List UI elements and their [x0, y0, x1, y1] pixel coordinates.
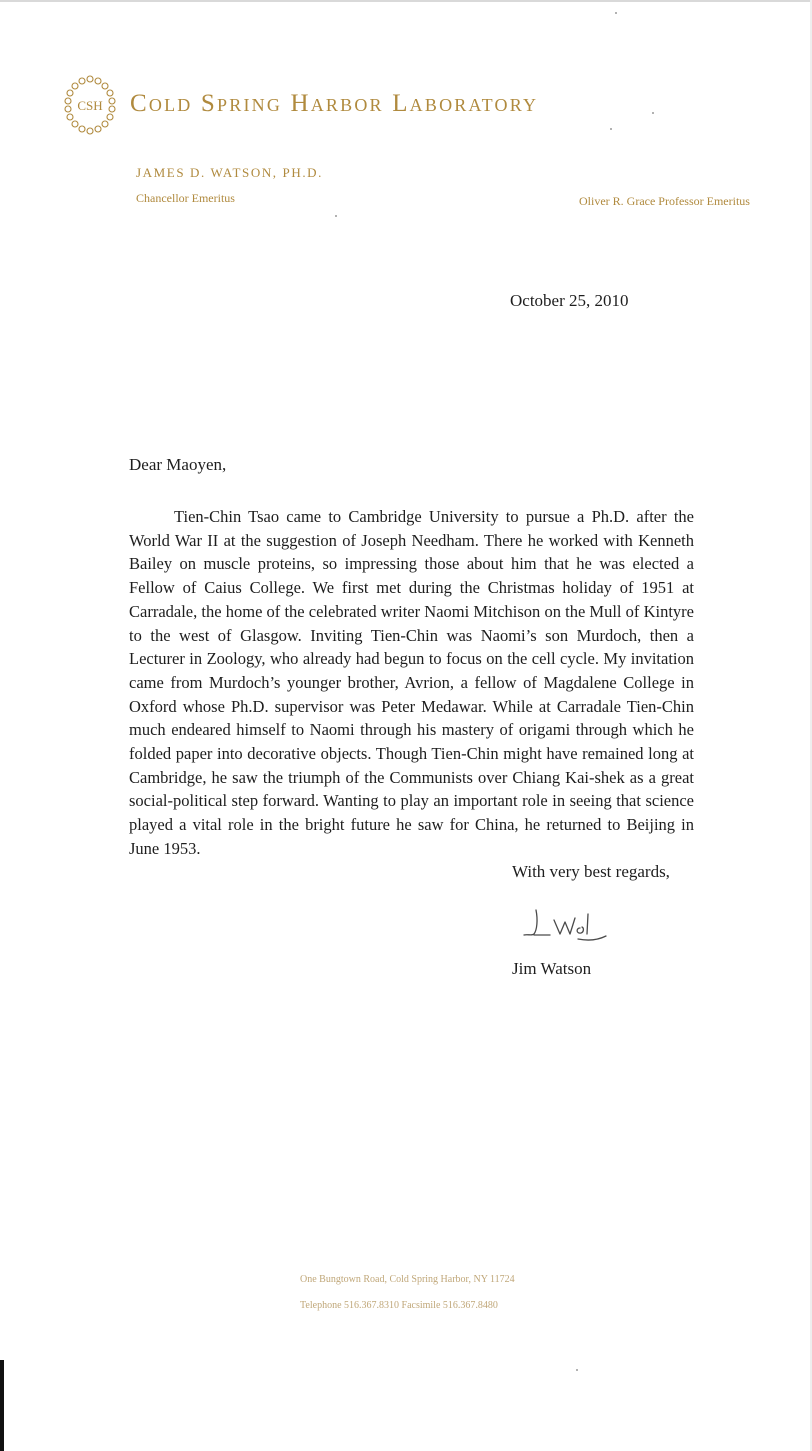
scan-speck [652, 112, 654, 114]
logo-initials: CSH [77, 98, 103, 113]
scan-speck [335, 215, 337, 217]
handwritten-signature [520, 906, 610, 946]
csh-logo [62, 74, 118, 136]
signer-name: Jim Watson [512, 959, 592, 978]
sender-title: Chancellor Emeritus [136, 191, 235, 205]
scan-left-edge [0, 1360, 4, 1451]
scan-speck [576, 1369, 578, 1371]
salutation: Dear Maoyen, [129, 455, 227, 474]
sender-chair: Oliver R. Grace Professor Emeritus [579, 194, 750, 208]
footer-address: One Bungtown Road, Cold Spring Harbor, NY 11724 [300, 1274, 515, 1285]
footer-phone: Telephone 516.367.8310 Facsimile 516.367.8480 [300, 1300, 498, 1311]
scan-speck [610, 128, 612, 130]
letter-body: Tien-Chin Tsao came to Cambridge University to pursue a Ph.D. after the World War II at the suggestion of Joseph Needham. There he worked with Kenneth Bailey on muscle proteins, so impressing those about him that he was elected a Fellow of Caius College. We first met during the Christmas holiday of 1951 at Carradale, the home of the celebrated writer Naomi Mitchison on the Mull of Kintyre to the west of Glasgow. Inviting Tien-Chin was Naomi’s son Murdoch, then a Lecturer in Zoology, who already had begun to focus on the cell cycle. My invitation came from Murdoch’s younger brother, Avrion, a fellow of Magdalene College in Oxford whose Ph.D. supervisor was Peter Medawar. While at Carradale Tien-Chin much endeared himself to Naomi through his mastery of origami through which he folded paper into decorative objects. Though Tien-Chin might have remained long at Cambridge, he saw the triumph of the Communists over Chiang Kai-shek as a great social-political step forward. Wanting to play an important role in seeing that science played a vital role in the bright future he saw for China, he returned to Beijing in June 1953. [129, 507, 694, 858]
scan-top-edge [0, 0, 812, 2]
closing: With very best regards, [512, 862, 670, 881]
sender-name: JAMES D. WATSON, PH.D. [136, 165, 324, 180]
scan-speck [615, 12, 617, 14]
letter-date: October 25, 2010 [510, 291, 629, 310]
lab-name: Cold Spring Harbor Laboratory [130, 90, 539, 117]
